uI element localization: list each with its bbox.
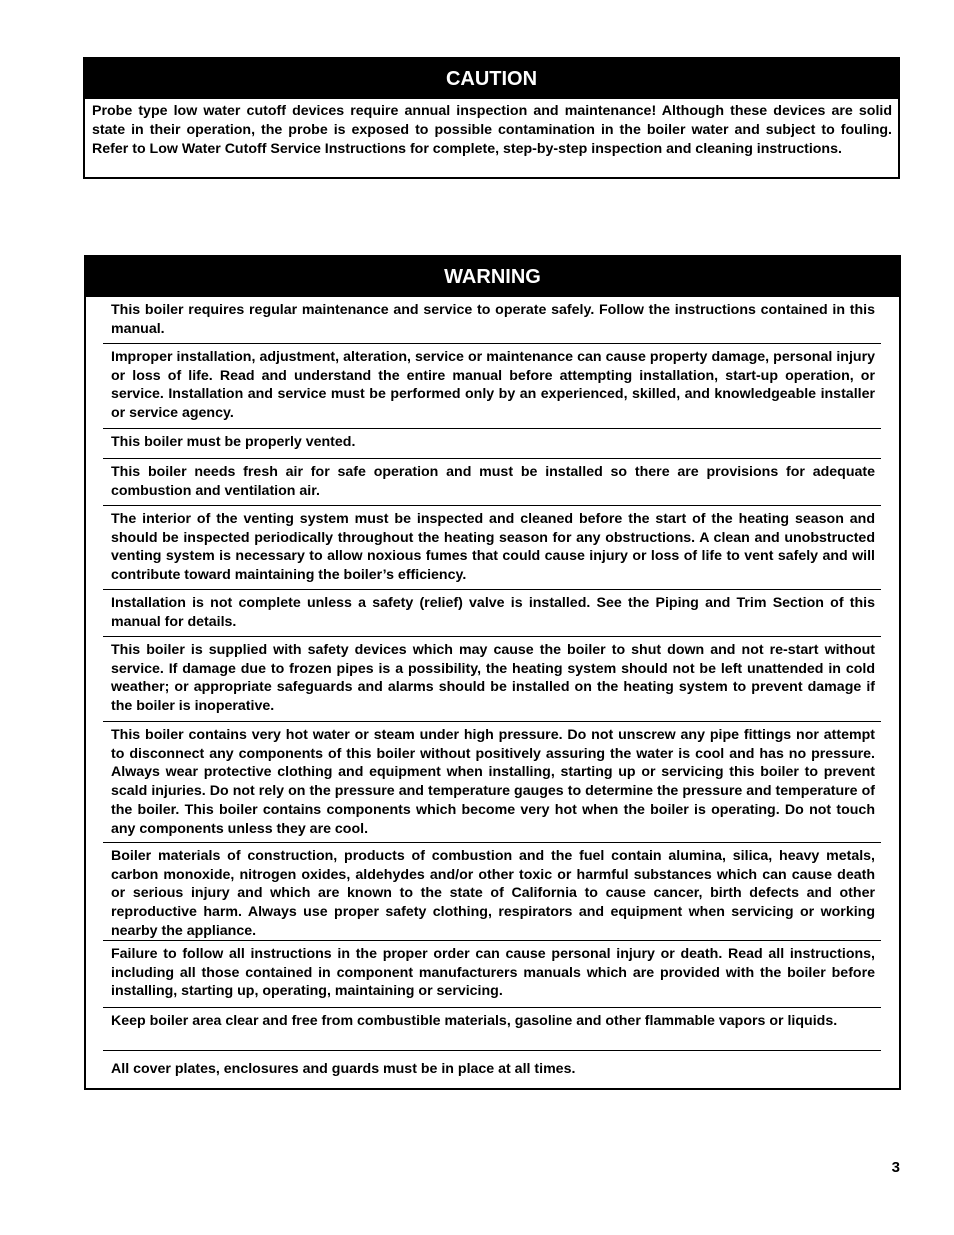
- warning-item: This boiler is supplied with safety devices which may cause the boiler to shut down and not re-start without service. If damage due to frozen pipes is a possibility, the heating system should not be left unattended in cold weather; or appropriate safeguards and alarms should be installed on the heating system to prevent damage if the boiler is inoperative.: [103, 637, 881, 722]
- warning-item: Keep boiler area clear and free from combustible materials, gasoline and other flammable vapors or liquids.: [103, 1008, 881, 1051]
- warning-item: This boiler needs fresh air for safe operation and must be installed so there are provisions for adequate combustion and ventilation air.: [103, 459, 881, 506]
- warning-item: This boiler requires regular maintenance and service to operate safely. Follow the instructions contained in this manual.: [103, 297, 881, 344]
- caution-text: Probe type low water cutoff devices require annual inspection and maintenance! Although these devices are solid state in their operation, the probe is exposed to possible contamination in the boiler water and subject to fouling. Refer to Low Water Cutoff Service Instructions for complete, step-by-step inspection and cleaning instructions.: [92, 103, 892, 157]
- warning-list: [103, 297, 881, 1084]
- warning-item: This boiler must be properly vented.: [103, 429, 881, 459]
- warning-item: Installation is not complete unless a safety (relief) valve is installed. See the Piping and Trim Section of this manual for details.: [103, 590, 881, 637]
- warning-title: WARNING: [86, 257, 899, 297]
- warning-item: Failure to follow all instructions in the proper order can cause personal injury or death. Read all instructions, including all those contained in component manufacturers manuals which are provided with the boiler before installing, starting up, operating, maintaining or servicing.: [103, 941, 881, 1008]
- warning-box: [84, 255, 901, 1090]
- warning-item: Boiler materials of construction, products of combustion and the fuel contain alumina, silica, heavy metals, carbon monoxide, nitrogen oxides, aldehydes and/or other toxic or harmful substances which can cause death or serious injury and which are known to the state of California to cause cancer, birth defects and other reproductive harm. Always use proper safety clothing, respirators and equipment when servicing or working nearby the appliance.: [103, 843, 881, 941]
- warning-item: All cover plates, enclosures and guards must be in place at all times.: [111, 1061, 576, 1077]
- caution-title: CAUTION: [85, 59, 898, 99]
- warning-item: Improper installation, adjustment, alteration, service or maintenance can cause property damage, personal injury or loss of life. Read and understand the entire manual before attempting installation, start-up operation, or service. Installation and service must be performed only by an experienced, skilled, and knowledgeable installer or service agency.: [103, 344, 881, 429]
- caution-box: [83, 57, 900, 179]
- warning-item: The interior of the venting system must be inspected and cleaned before the start of the heating season and should be inspected periodically throughout the heating season for any obstructions. A clean and unobstructed venting system is necessary to allow noxious fumes that could cause injury or loss of life to vent safely and will contribute toward maintaining the boiler’s efficiency.: [103, 506, 881, 590]
- page-number: 3: [891, 1159, 900, 1176]
- warning-item: This boiler contains very hot water or steam under high pressure. Do not unscrew any pipe fittings nor attempt to disconnect any components of this boiler without positively assuring the water is cool and has no pressure. Always wear protective clothing and equipment when installing, starting up or servicing this boiler to prevent scald injuries. Do not rely on the pressure and temperature gauges to determine the pressure and temperature of the boiler. This boiler contains components which become very hot when the boiler is operating. Do not touch any components unless they are cool.: [103, 722, 881, 843]
